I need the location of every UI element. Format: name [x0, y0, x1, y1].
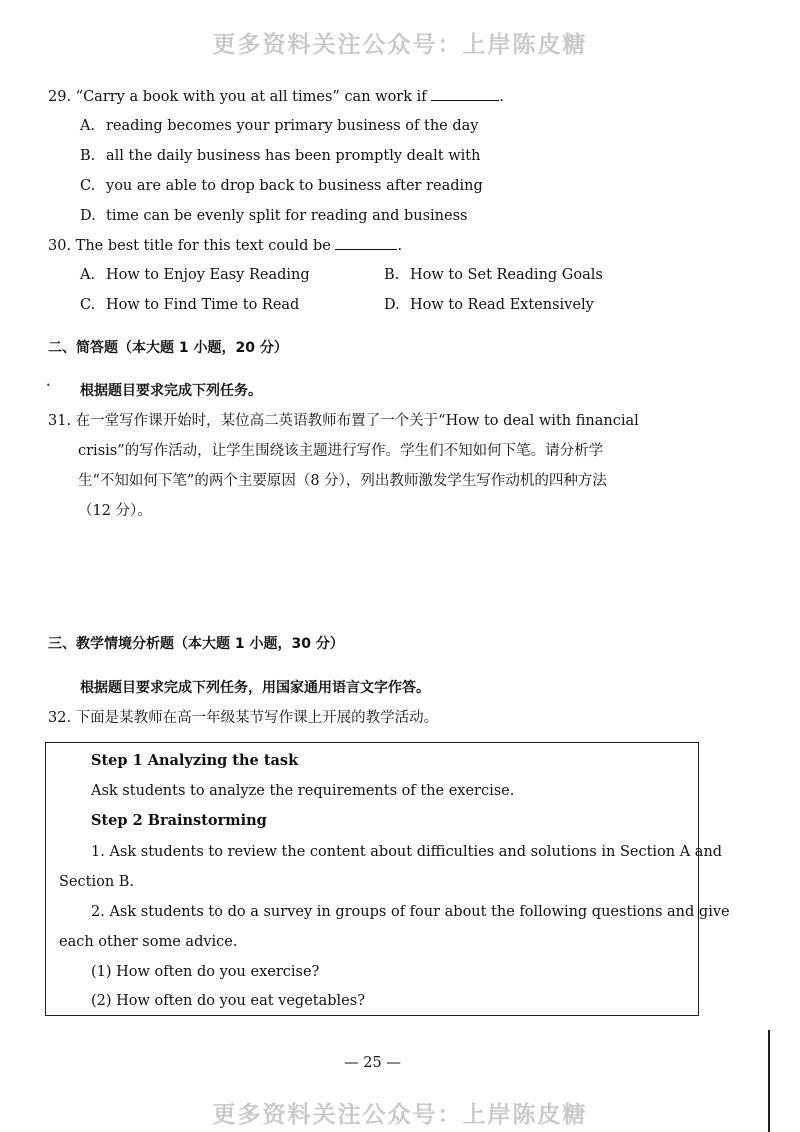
- option-text: time can be evenly split for reading and business: [106, 208, 468, 224]
- survey-question-1: (1) How often do you exercise?: [91, 964, 320, 980]
- page-number: — 25 —: [344, 1055, 401, 1071]
- question-30-stem: [48, 235, 402, 256]
- step-1-text: Ask students to analyze the requirements of the exercise.: [91, 783, 515, 799]
- survey-question-2: (2) How often do you eat vegetables?: [91, 993, 365, 1009]
- step-2-item-2-line-2: each other some advice.: [59, 934, 238, 950]
- question-32-number: 32.: [48, 710, 72, 726]
- step-2-item-1-line-2: Section B.: [59, 874, 135, 890]
- answer-blank: [335, 235, 397, 250]
- question-30-text: The best title for this text could be: [75, 238, 331, 254]
- question-32-line: [48, 708, 438, 728]
- question-29-text: “Carry a book with you at all times” can work if: [75, 89, 427, 105]
- question-29-period: .: [499, 89, 504, 105]
- question-29-option-c: [80, 176, 483, 196]
- question-30-option-c: [80, 295, 299, 315]
- option-letter: C.: [80, 178, 96, 194]
- option-text: How to Set Reading Goals: [410, 267, 603, 283]
- option-letter: B.: [384, 267, 400, 283]
- question-30-number: 30.: [48, 238, 72, 254]
- section-2-instruction: 根据题目要求完成下列任务。: [80, 383, 262, 399]
- question-31-line-1: [48, 411, 639, 431]
- question-31-line-2: crisis”的写作活动，让学生围绕该主题进行写作。学生们不知如何下笔。请分析学: [78, 443, 604, 459]
- question-30-period: .: [397, 238, 403, 254]
- question-30-option-b: [384, 265, 603, 285]
- option-text: How to Read Extensively: [410, 297, 594, 313]
- step-1-title: Step 1 Analyzing the task: [91, 752, 299, 769]
- option-text: How to Find Time to Read: [106, 297, 300, 313]
- section-3-heading: 三、教学情境分析题（本大题 1 小题，30 分）: [48, 636, 344, 652]
- question-29-option-a: [80, 116, 478, 136]
- question-30-option-d: [384, 295, 594, 315]
- option-letter: C.: [80, 297, 96, 313]
- watermark-top: 更多资料关注公众号：上岸陈皮糖: [212, 32, 588, 58]
- scan-dot: •: [46, 381, 51, 390]
- question-31-number: 31.: [48, 413, 72, 429]
- question-31-line-3: 生“不知如何下笔”的两个主要原因（8 分），列出教师激发学生写作动机的四种方法: [78, 473, 607, 489]
- option-letter: A.: [80, 267, 96, 283]
- question-29-option-d: [80, 206, 467, 226]
- question-30-option-a: [80, 265, 310, 285]
- step-2-title: Step 2 Brainstorming: [91, 812, 267, 829]
- option-text: all the daily business has been promptly dealt with: [106, 148, 481, 164]
- question-32-text: 下面是某教师在高一年级某节写作课上开展的教学活动。: [75, 710, 439, 726]
- option-letter: D.: [80, 208, 96, 224]
- option-text: reading becomes your primary business of the day: [106, 118, 479, 134]
- option-text: you are able to drop back to business after reading: [106, 178, 483, 194]
- question-29-stem: [48, 86, 504, 107]
- section-3-instruction: 根据题目要求完成下列任务，用国家通用语言文字作答。: [80, 680, 430, 696]
- question-29-option-b: [80, 146, 480, 166]
- option-letter: A.: [80, 118, 96, 134]
- teaching-activity-box: [45, 742, 730, 1016]
- option-letter: B.: [80, 148, 96, 164]
- step-2-item-2-line-1: 2. Ask students to do a survey in groups of four about the following questions and give: [91, 904, 730, 920]
- option-text: How to Enjoy Easy Reading: [106, 267, 310, 283]
- option-letter: D.: [384, 297, 400, 313]
- watermark-bottom: 更多资料关注公众号：上岸陈皮糖: [212, 1102, 588, 1128]
- section-2-heading: 二、简答题（本大题 1 小题，20 分）: [48, 340, 288, 356]
- question-29-number: 29.: [48, 89, 72, 105]
- question-31-text: 在一堂写作课开始时，某位高二英语教师布置了一个关于“How to deal with financial: [75, 413, 639, 429]
- step-2-item-1-line-1: 1. Ask students to review the content about difficulties and solutions in Section A and: [91, 844, 723, 860]
- answer-blank: [431, 86, 499, 101]
- question-31-line-4: （12 分）。: [78, 503, 152, 519]
